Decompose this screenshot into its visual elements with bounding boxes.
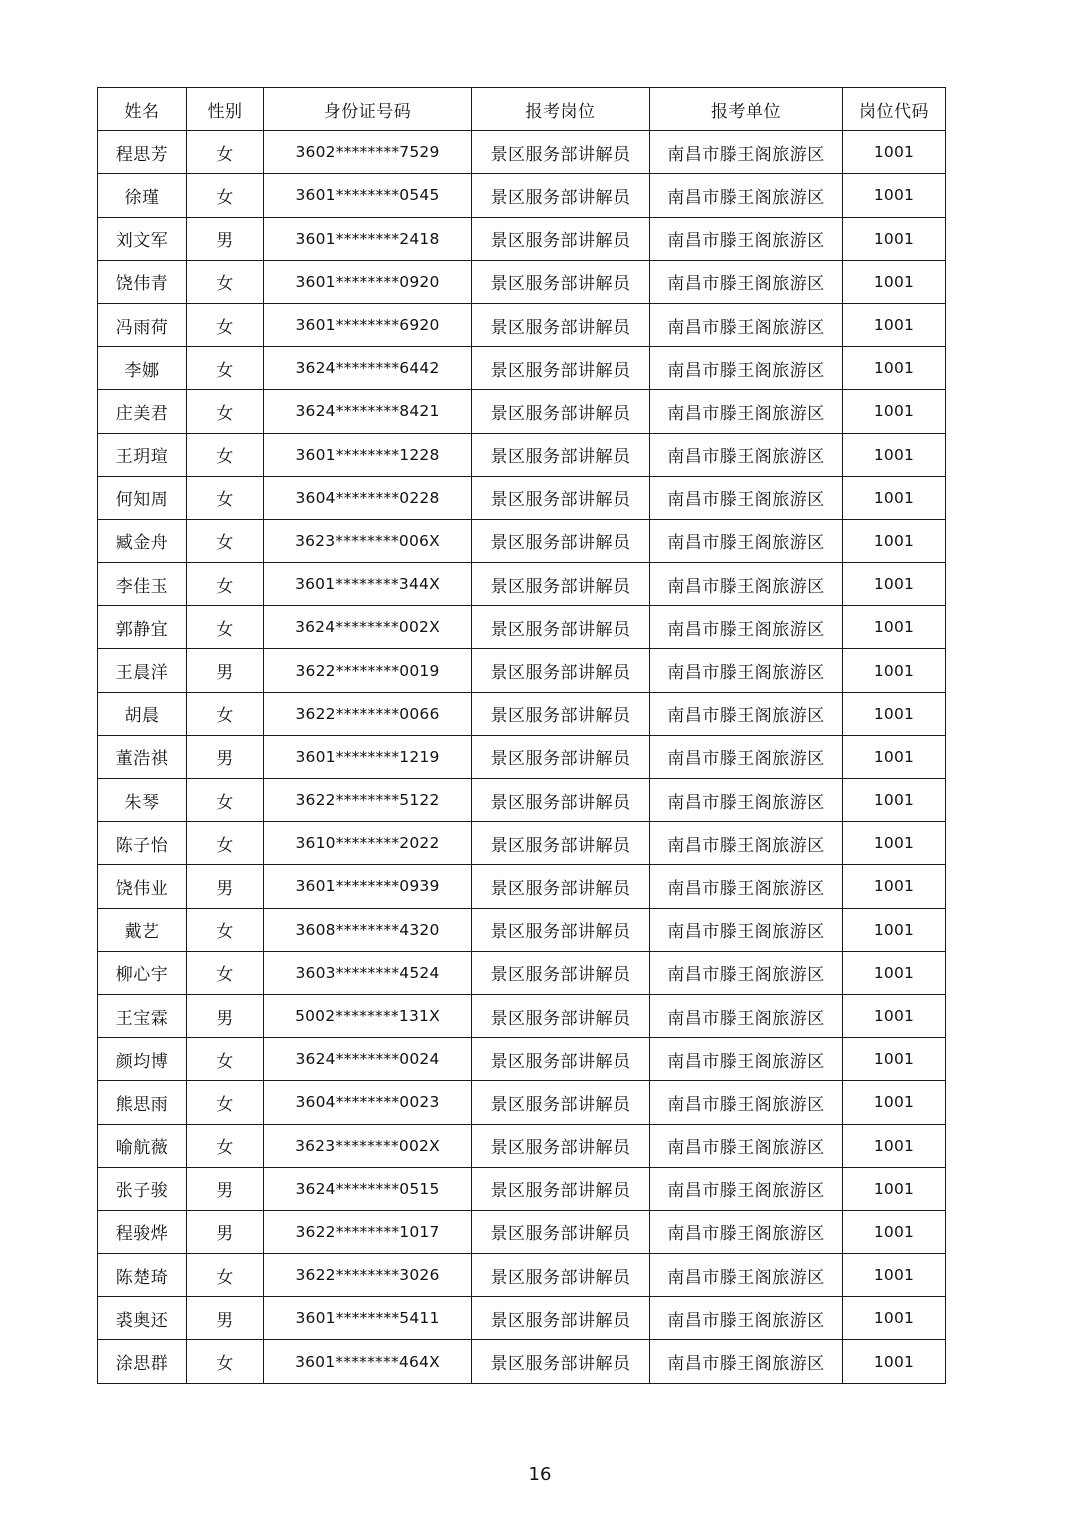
cell-unit: 南昌市滕王阁旅游区 <box>650 1167 843 1210</box>
cell-id-number: 3601********2418 <box>264 217 472 260</box>
cell-code: 1001 <box>843 174 946 217</box>
cell-code: 1001 <box>843 347 946 390</box>
cell-code: 1001 <box>843 908 946 951</box>
table-row <box>98 131 946 174</box>
header-id-number: 身份证号码 <box>264 88 472 131</box>
cell-position: 景区服务部讲解员 <box>472 1081 650 1124</box>
cell-id-number: 3601********1219 <box>264 735 472 778</box>
cell-unit: 南昌市滕王阁旅游区 <box>650 1340 843 1383</box>
cell-position: 景区服务部讲解员 <box>472 303 650 346</box>
cell-id-number: 3622********0019 <box>264 649 472 692</box>
table-body <box>98 131 946 1383</box>
cell-position: 景区服务部讲解员 <box>472 606 650 649</box>
cell-name: 熊思雨 <box>98 1081 187 1124</box>
cell-gender: 女 <box>187 174 264 217</box>
cell-name: 冯雨荷 <box>98 303 187 346</box>
cell-position: 景区服务部讲解员 <box>472 174 650 217</box>
cell-unit: 南昌市滕王阁旅游区 <box>650 519 843 562</box>
cell-name: 喻航薇 <box>98 1124 187 1167</box>
cell-unit: 南昌市滕王阁旅游区 <box>650 303 843 346</box>
cell-position: 景区服务部讲解员 <box>472 347 650 390</box>
cell-position: 景区服务部讲解员 <box>472 822 650 865</box>
cell-id-number: 3610********2022 <box>264 822 472 865</box>
cell-unit: 南昌市滕王阁旅游区 <box>650 951 843 994</box>
cell-id-number: 3622********1017 <box>264 1210 472 1253</box>
cell-gender: 女 <box>187 822 264 865</box>
cell-gender: 女 <box>187 1124 264 1167</box>
table-row <box>98 951 946 994</box>
cell-code: 1001 <box>843 519 946 562</box>
cell-position: 景区服务部讲解员 <box>472 433 650 476</box>
cell-gender: 男 <box>187 1167 264 1210</box>
cell-gender: 女 <box>187 131 264 174</box>
cell-code: 1001 <box>843 649 946 692</box>
cell-position: 景区服务部讲解员 <box>472 1297 650 1340</box>
cell-name: 臧金舟 <box>98 519 187 562</box>
cell-gender: 男 <box>187 649 264 692</box>
cell-code: 1001 <box>843 692 946 735</box>
cell-gender: 女 <box>187 390 264 433</box>
table-row <box>98 649 946 692</box>
table-row <box>98 563 946 606</box>
cell-name: 庄美君 <box>98 390 187 433</box>
cell-name: 柳心宇 <box>98 951 187 994</box>
cell-id-number: 3601********464X <box>264 1340 472 1383</box>
table-row <box>98 1210 946 1253</box>
cell-unit: 南昌市滕王阁旅游区 <box>650 131 843 174</box>
cell-gender: 女 <box>187 1340 264 1383</box>
cell-code: 1001 <box>843 779 946 822</box>
cell-position: 景区服务部讲解员 <box>472 1124 650 1167</box>
cell-position: 景区服务部讲解员 <box>472 908 650 951</box>
cell-id-number: 3624********8421 <box>264 390 472 433</box>
table-row <box>98 433 946 476</box>
table-row <box>98 303 946 346</box>
cell-gender: 女 <box>187 692 264 735</box>
table-row <box>98 1254 946 1297</box>
cell-gender: 女 <box>187 563 264 606</box>
header-position: 报考岗位 <box>472 88 650 131</box>
cell-gender: 女 <box>187 1254 264 1297</box>
cell-code: 1001 <box>843 951 946 994</box>
table-row <box>98 908 946 951</box>
table-row <box>98 1297 946 1340</box>
table-row <box>98 1081 946 1124</box>
cell-id-number: 3623********002X <box>264 1124 472 1167</box>
table-row <box>98 217 946 260</box>
cell-id-number: 3604********0023 <box>264 1081 472 1124</box>
table-row <box>98 1167 946 1210</box>
cell-code: 1001 <box>843 131 946 174</box>
cell-name: 何知周 <box>98 476 187 519</box>
cell-id-number: 3601********6920 <box>264 303 472 346</box>
cell-name: 颜均博 <box>98 1038 187 1081</box>
table-row <box>98 1038 946 1081</box>
cell-position: 景区服务部讲解员 <box>472 865 650 908</box>
cell-id-number: 3608********4320 <box>264 908 472 951</box>
cell-code: 1001 <box>843 433 946 476</box>
cell-name: 王宝霖 <box>98 994 187 1037</box>
cell-code: 1001 <box>843 994 946 1037</box>
cell-unit: 南昌市滕王阁旅游区 <box>650 563 843 606</box>
cell-unit: 南昌市滕王阁旅游区 <box>650 1210 843 1253</box>
cell-position: 景区服务部讲解员 <box>472 563 650 606</box>
header-unit: 报考单位 <box>650 88 843 131</box>
candidate-table <box>97 87 946 1384</box>
cell-id-number: 3622********3026 <box>264 1254 472 1297</box>
cell-id-number: 3623********006X <box>264 519 472 562</box>
cell-id-number: 5002********131X <box>264 994 472 1037</box>
cell-unit: 南昌市滕王阁旅游区 <box>650 217 843 260</box>
cell-unit: 南昌市滕王阁旅游区 <box>650 1081 843 1124</box>
cell-position: 景区服务部讲解员 <box>472 779 650 822</box>
cell-position: 景区服务部讲解员 <box>472 217 650 260</box>
cell-id-number: 3601********344X <box>264 563 472 606</box>
cell-position: 景区服务部讲解员 <box>472 390 650 433</box>
cell-unit: 南昌市滕王阁旅游区 <box>650 1254 843 1297</box>
cell-unit: 南昌市滕王阁旅游区 <box>650 606 843 649</box>
cell-gender: 女 <box>187 347 264 390</box>
cell-id-number: 3601********0920 <box>264 260 472 303</box>
cell-code: 1001 <box>843 865 946 908</box>
cell-position: 景区服务部讲解员 <box>472 994 650 1037</box>
cell-code: 1001 <box>843 1167 946 1210</box>
table-row <box>98 476 946 519</box>
header-code: 岗位代码 <box>843 88 946 131</box>
cell-name: 饶伟青 <box>98 260 187 303</box>
cell-unit: 南昌市滕王阁旅游区 <box>650 735 843 778</box>
cell-code: 1001 <box>843 822 946 865</box>
cell-gender: 男 <box>187 865 264 908</box>
cell-id-number: 3601********5411 <box>264 1297 472 1340</box>
table-row <box>98 692 946 735</box>
cell-code: 1001 <box>843 563 946 606</box>
cell-code: 1001 <box>843 606 946 649</box>
cell-code: 1001 <box>843 735 946 778</box>
cell-id-number: 3601********1228 <box>264 433 472 476</box>
cell-code: 1001 <box>843 1081 946 1124</box>
cell-id-number: 3622********0066 <box>264 692 472 735</box>
cell-name: 徐瑾 <box>98 174 187 217</box>
table-row <box>98 779 946 822</box>
cell-unit: 南昌市滕王阁旅游区 <box>650 260 843 303</box>
cell-id-number: 3604********0228 <box>264 476 472 519</box>
cell-code: 1001 <box>843 217 946 260</box>
cell-gender: 男 <box>187 735 264 778</box>
cell-name: 王玥瑄 <box>98 433 187 476</box>
cell-gender: 男 <box>187 994 264 1037</box>
cell-gender: 女 <box>187 908 264 951</box>
cell-position: 景区服务部讲解员 <box>472 1167 650 1210</box>
cell-position: 景区服务部讲解员 <box>472 476 650 519</box>
cell-id-number: 3622********5122 <box>264 779 472 822</box>
cell-code: 1001 <box>843 476 946 519</box>
cell-position: 景区服务部讲解员 <box>472 649 650 692</box>
cell-code: 1001 <box>843 1124 946 1167</box>
cell-gender: 男 <box>187 217 264 260</box>
table-row <box>98 1340 946 1383</box>
cell-position: 景区服务部讲解员 <box>472 951 650 994</box>
cell-name: 胡晨 <box>98 692 187 735</box>
cell-position: 景区服务部讲解员 <box>472 519 650 562</box>
cell-unit: 南昌市滕王阁旅游区 <box>650 1038 843 1081</box>
cell-name: 董浩祺 <box>98 735 187 778</box>
cell-gender: 女 <box>187 519 264 562</box>
table-row <box>98 606 946 649</box>
cell-gender: 女 <box>187 1038 264 1081</box>
cell-code: 1001 <box>843 1038 946 1081</box>
cell-name: 李娜 <box>98 347 187 390</box>
cell-position: 景区服务部讲解员 <box>472 1038 650 1081</box>
header-gender: 性别 <box>187 88 264 131</box>
cell-unit: 南昌市滕王阁旅游区 <box>650 174 843 217</box>
cell-gender: 女 <box>187 606 264 649</box>
cell-unit: 南昌市滕王阁旅游区 <box>650 865 843 908</box>
cell-unit: 南昌市滕王阁旅游区 <box>650 822 843 865</box>
cell-position: 景区服务部讲解员 <box>472 1340 650 1383</box>
cell-id-number: 3624********6442 <box>264 347 472 390</box>
cell-position: 景区服务部讲解员 <box>472 735 650 778</box>
cell-code: 1001 <box>843 1297 946 1340</box>
page-number: 16 <box>528 1464 552 1485</box>
cell-name: 王晨洋 <box>98 649 187 692</box>
cell-gender: 女 <box>187 303 264 346</box>
cell-code: 1001 <box>843 1210 946 1253</box>
cell-unit: 南昌市滕王阁旅游区 <box>650 433 843 476</box>
cell-name: 陈楚琦 <box>98 1254 187 1297</box>
cell-id-number: 3601********0939 <box>264 865 472 908</box>
cell-unit: 南昌市滕王阁旅游区 <box>650 994 843 1037</box>
cell-gender: 男 <box>187 1297 264 1340</box>
cell-name: 张子骏 <box>98 1167 187 1210</box>
cell-id-number: 3601********0545 <box>264 174 472 217</box>
table-row <box>98 822 946 865</box>
cell-code: 1001 <box>843 1340 946 1383</box>
cell-unit: 南昌市滕王阁旅游区 <box>650 476 843 519</box>
cell-name: 程思芳 <box>98 131 187 174</box>
table-row <box>98 260 946 303</box>
table-header-row <box>98 88 946 131</box>
cell-name: 李佳玉 <box>98 563 187 606</box>
cell-gender: 男 <box>187 1210 264 1253</box>
cell-code: 1001 <box>843 390 946 433</box>
cell-position: 景区服务部讲解员 <box>472 131 650 174</box>
cell-id-number: 3624********002X <box>264 606 472 649</box>
cell-gender: 女 <box>187 476 264 519</box>
cell-unit: 南昌市滕王阁旅游区 <box>650 779 843 822</box>
cell-gender: 女 <box>187 260 264 303</box>
cell-id-number: 3624********0024 <box>264 1038 472 1081</box>
cell-gender: 女 <box>187 951 264 994</box>
cell-gender: 女 <box>187 433 264 476</box>
cell-unit: 南昌市滕王阁旅游区 <box>650 649 843 692</box>
cell-unit: 南昌市滕王阁旅游区 <box>650 692 843 735</box>
cell-name: 郭静宜 <box>98 606 187 649</box>
cell-gender: 女 <box>187 1081 264 1124</box>
table-row <box>98 390 946 433</box>
cell-name: 饶伟业 <box>98 865 187 908</box>
cell-position: 景区服务部讲解员 <box>472 260 650 303</box>
cell-code: 1001 <box>843 303 946 346</box>
cell-name: 裘奥还 <box>98 1297 187 1340</box>
cell-unit: 南昌市滕王阁旅游区 <box>650 390 843 433</box>
cell-id-number: 3624********0515 <box>264 1167 472 1210</box>
cell-id-number: 3602********7529 <box>264 131 472 174</box>
header-name: 姓名 <box>98 88 187 131</box>
table-row <box>98 1124 946 1167</box>
cell-unit: 南昌市滕王阁旅游区 <box>650 347 843 390</box>
cell-code: 1001 <box>843 1254 946 1297</box>
cell-name: 朱琴 <box>98 779 187 822</box>
cell-code: 1001 <box>843 260 946 303</box>
cell-name: 戴艺 <box>98 908 187 951</box>
cell-name: 程骏烨 <box>98 1210 187 1253</box>
cell-name: 涂思群 <box>98 1340 187 1383</box>
cell-name: 陈子怡 <box>98 822 187 865</box>
table-row <box>98 994 946 1037</box>
cell-id-number: 3603********4524 <box>264 951 472 994</box>
cell-gender: 女 <box>187 779 264 822</box>
table-row <box>98 174 946 217</box>
table-row <box>98 347 946 390</box>
cell-unit: 南昌市滕王阁旅游区 <box>650 908 843 951</box>
table-row <box>98 865 946 908</box>
cell-unit: 南昌市滕王阁旅游区 <box>650 1297 843 1340</box>
cell-position: 景区服务部讲解员 <box>472 1210 650 1253</box>
cell-unit: 南昌市滕王阁旅游区 <box>650 1124 843 1167</box>
table-row <box>98 735 946 778</box>
table-row <box>98 519 946 562</box>
cell-position: 景区服务部讲解员 <box>472 692 650 735</box>
cell-name: 刘文军 <box>98 217 187 260</box>
cell-position: 景区服务部讲解员 <box>472 1254 650 1297</box>
